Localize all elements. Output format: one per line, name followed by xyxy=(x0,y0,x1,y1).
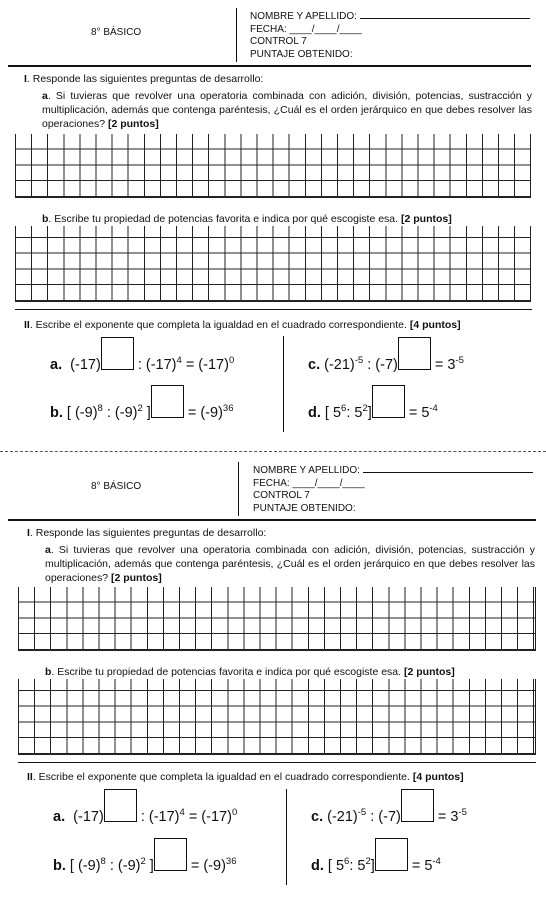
header-divider xyxy=(236,8,237,62)
answer-box-d[interactable] xyxy=(375,838,408,871)
header-rule xyxy=(8,65,531,67)
answer-box-b[interactable] xyxy=(154,838,187,871)
date-blanks[interactable]: ____/____/____ xyxy=(292,477,365,489)
section1-title: I. Responde las siguientes preguntas de desarrollo: xyxy=(24,73,264,85)
answer-grid-a[interactable] xyxy=(18,587,536,651)
exercise-d: d. [ $5^6$: $5^2] = 5^{-4}$ xyxy=(308,385,438,421)
date-blanks[interactable]: ____/____/____ xyxy=(289,23,362,35)
answer-grid-b[interactable] xyxy=(15,226,531,302)
question-b: b. Escribe tu propiedad de potencias favorita e indica por qué escogiste esa. [2 puntos] xyxy=(45,666,455,678)
date-label: FECHA: xyxy=(253,477,290,489)
answer-grid-b[interactable] xyxy=(18,679,536,755)
exercise-b: b. [ $(-9)^8$ : $(-9)^2$ ] = $(-9)^{36}$ xyxy=(50,385,233,421)
name-label: NOMBRE Y APELLIDO: xyxy=(250,11,357,22)
section2-title: II. Escribe el exponente que completa la igualdad en el cuadrado correspondiente. [4 puntos] xyxy=(24,319,461,331)
cut-line xyxy=(0,451,546,452)
answer-box-a[interactable] xyxy=(101,337,134,370)
name-blank[interactable] xyxy=(363,463,533,473)
exercise-c: c. $(-21)^{-5}$ : $(-7) = 3^{-5}$ xyxy=(308,337,464,373)
exercise-divider xyxy=(286,789,287,885)
control-label: CONTROL 7 xyxy=(250,36,307,47)
answer-box-c[interactable] xyxy=(398,337,431,370)
control-label: CONTROL 7 xyxy=(253,490,310,501)
exercise-c: c. $(-21)^{-5}$ : $(-7) = 3^{-5}$ xyxy=(311,789,467,825)
exercise-a: a. (-17) : $(-17)^4 = (-17)^0$ xyxy=(50,337,234,373)
header-fields xyxy=(253,463,533,515)
score-label: PUNTAJE OBTENIDO: xyxy=(253,502,356,514)
section-rule xyxy=(15,309,532,310)
date-label: FECHA: xyxy=(250,23,287,35)
name-blank[interactable] xyxy=(360,9,530,19)
answer-box-d[interactable] xyxy=(372,385,405,418)
question-a: a. Si tuvieras que revolver una operatoria combinada con adición, división, potencias, sustracción y multiplicación, además que contenga paréntesis, ¿Cuál es el orden jerárquico en que debes resolver las operaciones? [2 puntos] xyxy=(45,544,535,584)
answer-box-a[interactable] xyxy=(104,789,137,822)
grade-label: 8° BÁSICO xyxy=(91,481,142,492)
exercise-d: d. [ $5^6$: $5^2] = 5^{-4}$ xyxy=(311,838,441,874)
question-a: a. Si tuvieras que revolver una operatoria combinada con adición, división, potencias, sustracción y multiplicación, además que contenga paréntesis, ¿Cuál es el orden jerárquico en que debes resolver las operaciones? [2 puntos] xyxy=(42,90,532,130)
section-rule xyxy=(18,762,536,763)
header-rule xyxy=(8,519,536,521)
exercise-a: a. (-17) : $(-17)^4 = (-17)^0$ xyxy=(53,789,237,825)
answer-box-b[interactable] xyxy=(151,385,184,418)
score-label: PUNTAJE OBTENIDO: xyxy=(250,48,353,60)
question-b: b. Escribe tu propiedad de potencias favorita e indica por qué escogiste esa. [2 puntos] xyxy=(42,213,452,225)
exercise-b: b. [ $(-9)^8$ : $(-9)^2$ ] = $(-9)^{36}$ xyxy=(53,838,236,874)
answer-box-c[interactable] xyxy=(401,789,434,822)
answer-grid-a[interactable] xyxy=(15,134,531,198)
section2-title: II. Escribe el exponente que completa la igualdad en el cuadrado correspondiente. [4 puntos] xyxy=(27,771,464,783)
section1-title: I. Responde las siguientes preguntas de desarrollo: xyxy=(27,527,267,539)
exercise-divider xyxy=(283,336,284,432)
grade-label: 8° BÁSICO xyxy=(91,27,142,38)
name-label: NOMBRE Y APELLIDO: xyxy=(253,465,360,476)
header-fields xyxy=(250,9,530,61)
header-divider xyxy=(238,462,239,516)
